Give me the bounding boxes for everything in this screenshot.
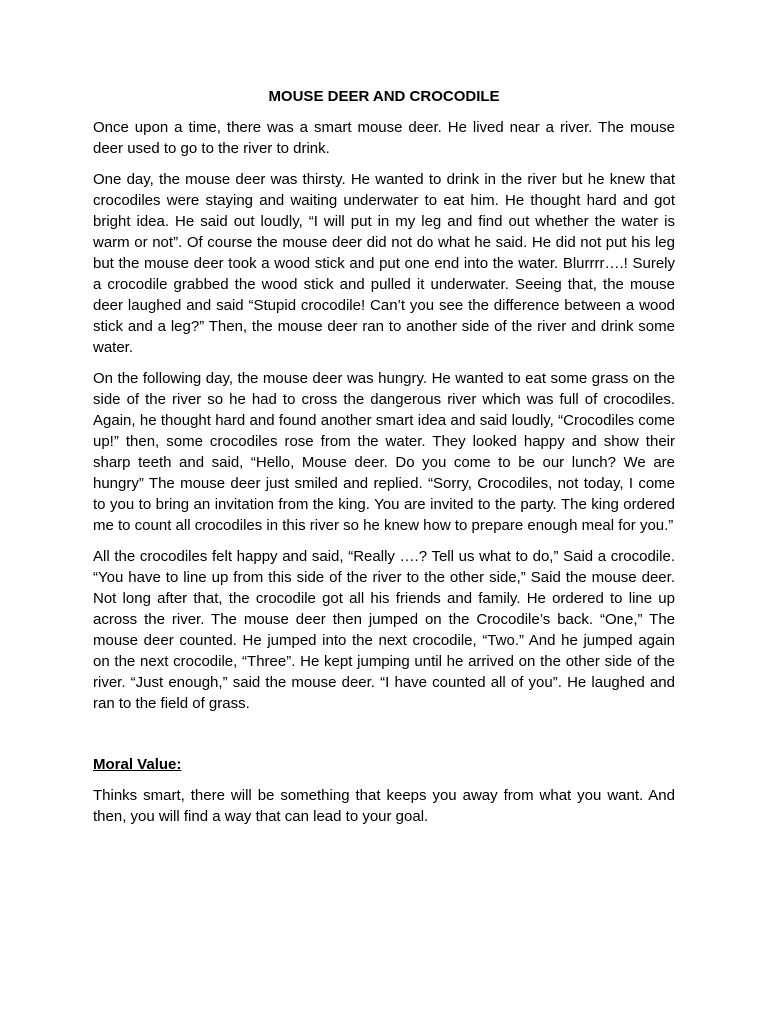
story-paragraph-3: On the following day, the mouse deer was hungry. He wanted to eat some grass on the side of the river so he had to cross the dangerous river which was full of crocodiles. Again, he thought hard and found another smart idea and said loudly, “Crocodiles come up!” then, some crocodiles rose from the water. They looked happy and show their sharp teeth and said, “Hello, Mouse deer. Do you come to be our lunch? We are hungry” The mouse deer just smiled and replied. “Sorry, Crocodiles, not today, I come to you to bring an invitation from the king. You are invited to the party. The king ordered me to count all crocodiles in this river so he knew how to prepare enough meal for you.” — [93, 370, 675, 534]
moral-heading: Moral Value: — [93, 756, 182, 773]
section-spacer — [93, 724, 675, 754]
moral-text: Thinks smart, there will be something that keeps you away from what you want. And then, you will find a way that can lead to your goal. — [93, 787, 675, 825]
story-paragraph-4: All the crocodiles felt happy and said, “Really ….? Tell us what to do,” Said a crocodile. “You have to line up from this side of the river to the other side,” Said the mouse deer. Not long after that, the crocodile got all his friends and family. He ordered to line up across the river. The mouse deer then jumped on the Crocodile’s back. “One,” The mouse deer counted. He jumped into the next crocodile, “Two.” And he jumped again on the next crocodile, “Three”. He kept jumping until he arrived on the other side of the river. “Just enough,” said the mouse deer. “I have counted all of you”. He laughed and ran to the field of grass. — [93, 548, 675, 712]
story-paragraph-2: One day, the mouse deer was thirsty. He wanted to drink in the river but he knew that crocodiles were staying and waiting underwater to eat him. He thought hard and got bright idea. He said out loudly, “I will put in my leg and find out whether the water is warm or not”. Of course the mouse deer did not do what he said. He did not put his leg but the mouse deer took a wood stick and put one end into the water. Blurrrr….! Surely a crocodile grabbed the wood stick and pulled it underwater. Seeing that, the mouse deer laughed and said “Stupid crocodile! Can’t you see the difference between a wood stick and a leg?” Then, the mouse deer ran to another side of the river and drink some water. — [93, 171, 675, 356]
story-paragraph-1: Once upon a time, there was a smart mouse deer. He lived near a river. The mouse deer used to go to the river to drink. — [93, 119, 675, 157]
story-title: MOUSE DEER AND CROCODILE — [268, 88, 500, 105]
document-page — [93, 86, 675, 837]
